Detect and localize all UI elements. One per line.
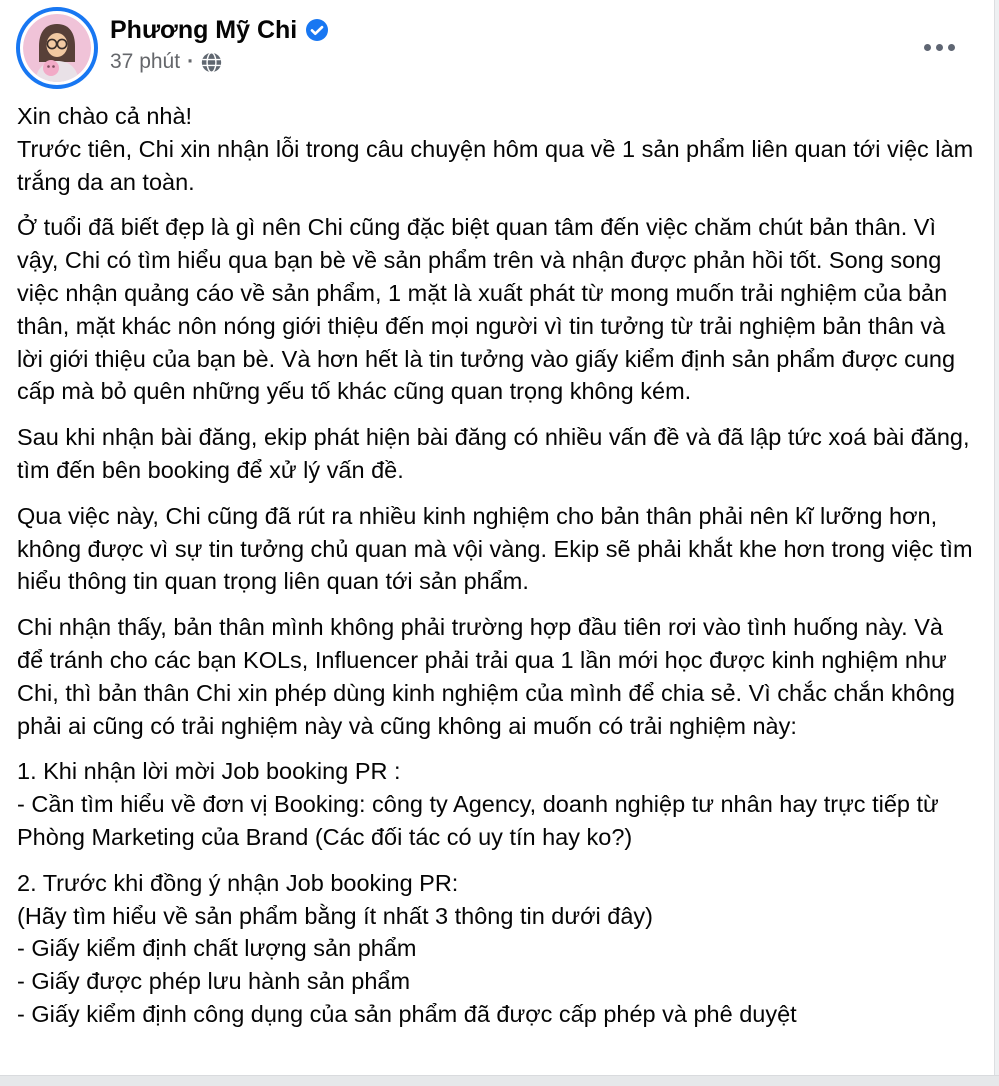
- header-text: [110, 7, 329, 74]
- post-paragraph: Chi nhận thấy, bản thân mình không phải trường hợp đầu tiên rơi vào tình huống này. Và để tránh cho các bạn KOLs, Influencer phải trải qua 1 lần mới học được kinh nghiệm như Chi, thì bản thân Chi xin phép dùng kinh nghiệm của mình để chia sẻ. Vì chắc chắn không phải ai cũng có trải nghiệm này và cũng không ai muốn có trải nghiệm này:: [17, 614, 955, 739]
- post-paragraph: 2. Trước khi đồng ý nhận Job booking PR: (Hãy tìm hiểu về sản phẩm bằng ít nhất 3 thông tin dưới đây) - Giấy kiểm định chất lượng sản phẩm - Giấy được phép lưu hành sản phẩm - Giấy kiểm định công dụng của sản phẩm đã được cấp phép và phê duyệt: [17, 869, 797, 1027]
- avatar[interactable]: [16, 7, 98, 89]
- post-paragraph: Xin chào cả nhà! Trước tiên, Chi xin nhận lỗi trong câu chuyện hôm qua về 1 sản phẩm liên quan tới việc làm trắng da an toàn.: [17, 103, 974, 195]
- screen-right-edge: [994, 0, 999, 1086]
- post-paragraph: Qua việc này, Chi cũng đã rút ra nhiều kinh nghiệm cho bản thân phải nên kĩ lưỡng hơn, không được vì sự tin tưởng chủ quan mà vội vàng. Ekip sẽ phải khắt khe hơn trong việc tìm hiểu thông tin quan trọng liên quan tới sản phẩm.: [17, 502, 973, 595]
- post-header: [0, 0, 999, 89]
- post-paragraph: 1. Khi nhận lời mời Job booking PR : - Cần tìm hiểu về đơn vị Booking: công ty Agency, doanh nghiệp tư nhân hay trực tiếp từ Phòng Marketing của Brand (Các đối tác có uy tín hay ko?): [17, 758, 939, 850]
- author-name[interactable]: Phương Mỹ Chi: [110, 16, 298, 44]
- post-meta: [110, 50, 329, 74]
- post-paragraph: Ở tuổi đã biết đẹp là gì nên Chi cũng đặc biệt quan tâm đến việc chăm chút bản thân. Vì vậy, Chi có tìm hiểu qua bạn bè về sản phẩm trên và nhận được phản hồi tốt. Song song việc nhận quảng cáo về sản phẩm, 1 mặt là xuất phát từ mong muốn trải nghiệm của bản thân, mặt khác nôn nóng giới thiệu đến mọi người vì tin tưởng từ trải nghiệm bản thân và lời giới thiệu của bạn bè. Và hơn hết là tin tưởng vào giấy kiểm định sản phẩm được cung cấp mà bỏ quên những yếu tố khác cũng quan trọng không kém.: [17, 214, 956, 405]
- globe-icon: [201, 52, 222, 73]
- attachment-top-edge: [0, 1075, 999, 1086]
- post-content: [0, 89, 999, 1031]
- post-paragraph: Sau khi nhận bài đăng, ekip phát hiện bài đăng có nhiều vấn đề và đã lập tức xoá bài đăng, tìm đến bên booking để xử lý vấn đề.: [17, 424, 970, 483]
- meta-separator: ·: [187, 49, 195, 73]
- more-options-button[interactable]: [915, 30, 963, 64]
- post-timestamp[interactable]: 37 phút: [110, 49, 181, 73]
- profile-photo-image: [23, 14, 91, 82]
- ellipsis-icon: [924, 44, 931, 51]
- verified-badge-icon: [305, 18, 329, 42]
